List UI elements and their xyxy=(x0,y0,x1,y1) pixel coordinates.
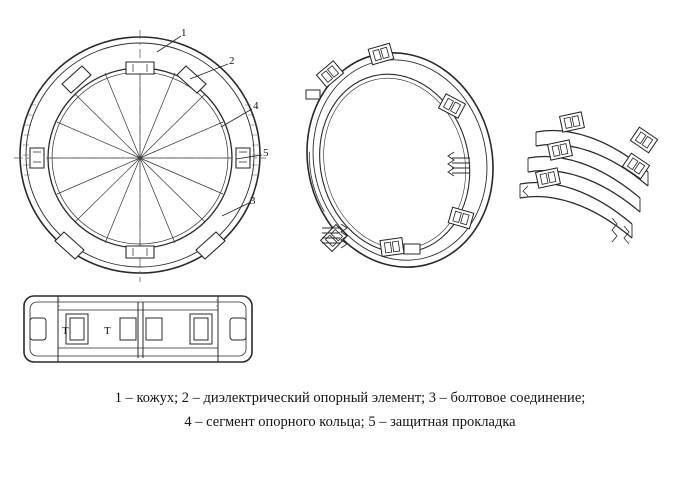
callout-4: 4 xyxy=(253,100,259,112)
front-view-ring xyxy=(14,30,266,282)
callout-1: 1 xyxy=(181,27,187,39)
isometric-view-ring xyxy=(285,33,516,287)
caption-line-2: 4 – сегмент опорного кольца; 5 – защитная прокладка xyxy=(184,414,516,430)
callout-2: 2 xyxy=(229,55,235,67)
cross-section-view xyxy=(24,296,252,362)
callout-3: 3 xyxy=(250,195,256,207)
section-mark-t-right: T xyxy=(104,325,111,337)
figure-caption xyxy=(0,386,700,434)
section-mark-t-left: T xyxy=(62,325,69,337)
callout-5: 5 xyxy=(263,147,269,159)
ring-segments-detail xyxy=(520,112,658,244)
caption-line-1: 1 – кожух; 2 – диэлектрический опорный элемент; 3 – болтовое соединение; xyxy=(114,390,586,406)
